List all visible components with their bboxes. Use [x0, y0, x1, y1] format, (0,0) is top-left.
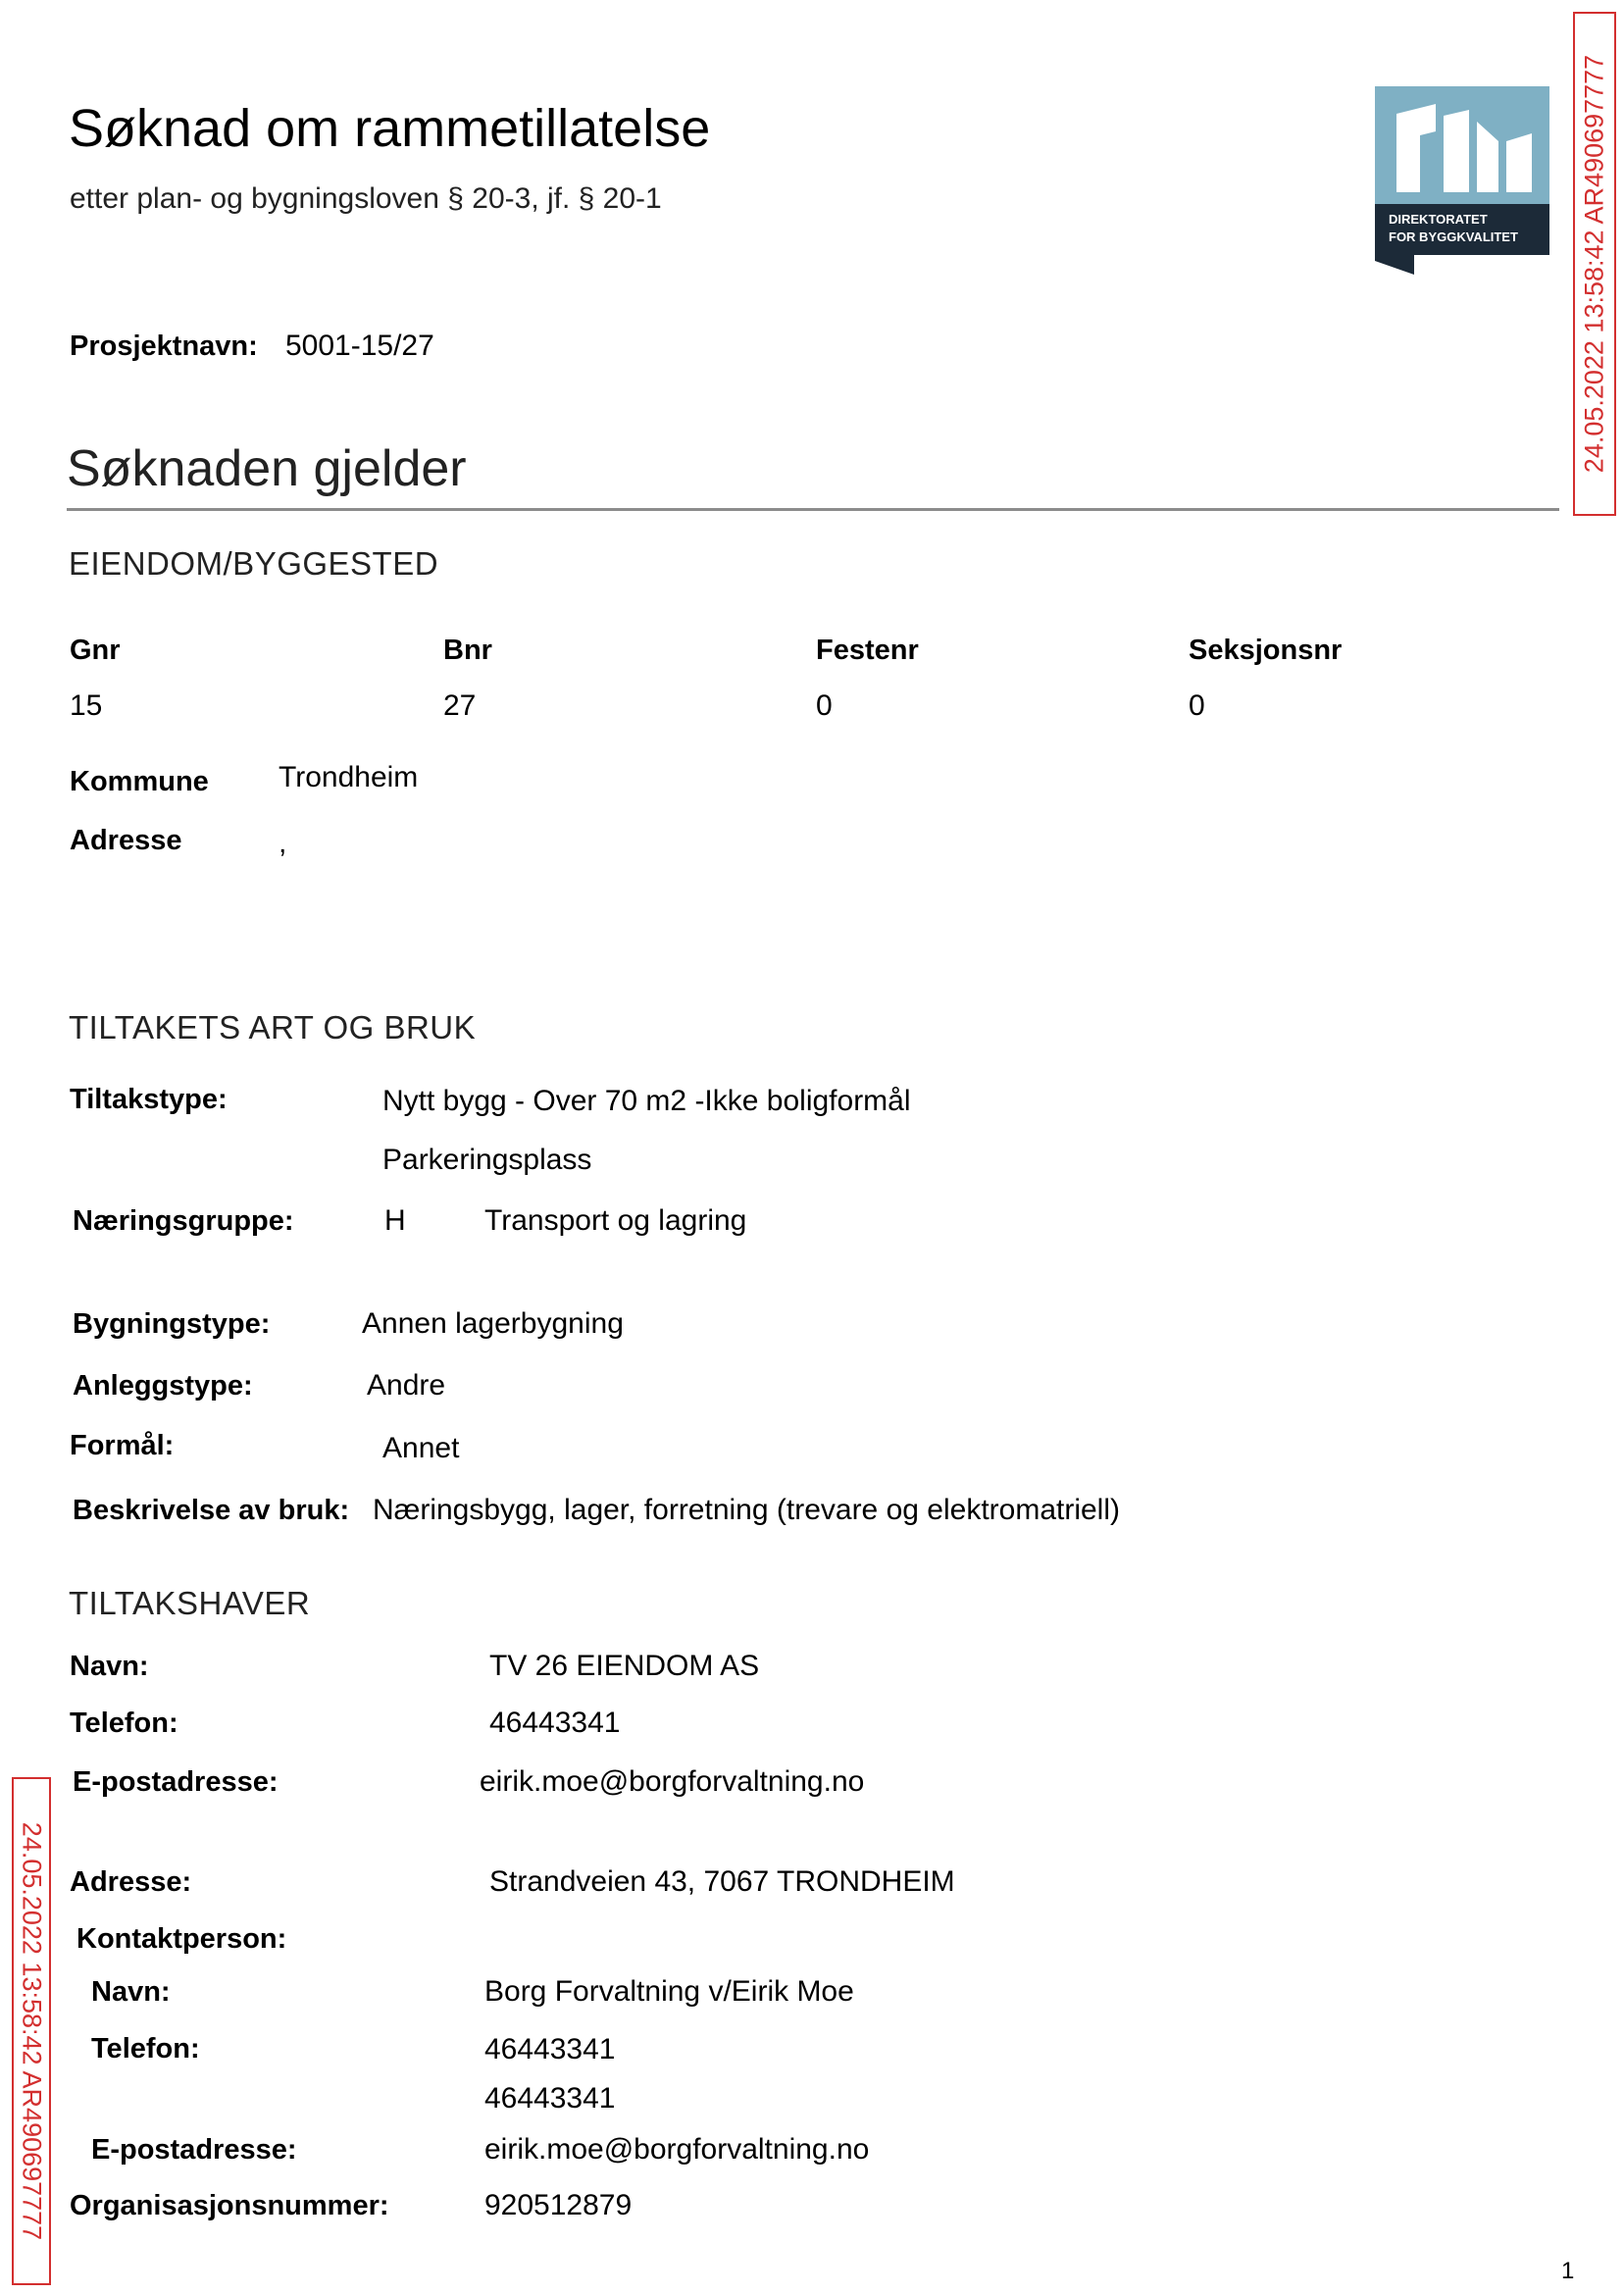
anleggstype-value: Andre	[367, 1369, 446, 1402]
document-subtitle: etter plan- og bygningsloven § 20-3, jf. § 20-1	[70, 182, 662, 215]
property-heading: EIENDOM/BYGGESTED	[69, 545, 439, 582]
tiltakshaver-heading: TILTAKSHAVER	[69, 1585, 311, 1621]
stamp-text: 24.05.2022 13:58:42 AR490697777	[1579, 54, 1609, 474]
gnr-label: Gnr	[70, 635, 121, 666]
kontakt-epost-label: E-postadresse:	[91, 2134, 297, 2166]
beskrivelse-value: Næringsbygg, lager, forretning (trevare og elektromatriell)	[373, 1494, 1120, 1526]
kontakt-navn-label: Navn:	[91, 1976, 171, 2008]
kontakt-telefon-value-1: 46443341	[484, 2033, 616, 2065]
adresse-value-owner: Strandveien 43, 7067 TRONDHEIM	[489, 1865, 955, 1898]
seksjonsnr-label: Seksjonsnr	[1189, 635, 1343, 666]
telefon-value: 46443341	[489, 1707, 621, 1739]
project-value: 5001-15/27	[285, 330, 434, 362]
adresse-label: Adresse	[70, 825, 182, 856]
formal-label: Formål:	[70, 1430, 175, 1461]
page-number: 1	[1561, 2258, 1575, 2284]
seksjonsnr-value: 0	[1189, 689, 1205, 722]
bygningstype-value: Annen lagerbygning	[362, 1307, 624, 1340]
navn-label: Navn:	[70, 1651, 149, 1682]
bnr-value: 27	[443, 689, 477, 722]
naeringsgruppe-code: H	[384, 1204, 406, 1237]
epost-label: E-postadresse:	[73, 1766, 279, 1798]
section-divider	[67, 508, 1559, 511]
dibk-logo	[1375, 86, 1549, 275]
orgnr-value: 920512879	[484, 2189, 633, 2221]
beskrivelse-label: Beskrivelse av bruk:	[73, 1495, 350, 1526]
stamp-text-bottom: 24.05.2022 13:58:42 AR490697777	[17, 1821, 47, 2241]
logo-text-line2: FOR BYGGKVALITET	[1389, 229, 1518, 244]
festenr-value: 0	[816, 689, 833, 722]
orgnr-label: Organisasjonsnummer:	[70, 2190, 389, 2221]
gnr-value: 15	[70, 689, 103, 722]
epost-value: eirik.moe@borgforvaltning.no	[480, 1765, 865, 1798]
formal-value: Annet	[382, 1432, 460, 1464]
tiltakstype-value-2: Parkeringsplass	[382, 1144, 592, 1176]
tiltakstype-value-1: Nytt bygg - Over 70 m2 -Ikke boligformål	[382, 1085, 911, 1117]
anleggstype-label: Anleggstype:	[73, 1370, 253, 1402]
kontakt-telefon-value-2: 46443341	[484, 2082, 616, 2115]
tiltakstype-label: Tiltakstype:	[70, 1084, 228, 1115]
bnr-label: Bnr	[443, 635, 492, 666]
kommune-value: Trondheim	[279, 761, 419, 793]
logo-text-line1: DIREKTORATET	[1389, 212, 1488, 227]
tiltak-heading: TILTAKETS ART OG BRUK	[69, 1009, 477, 1045]
festenr-label: Festenr	[816, 635, 919, 666]
kontakt-epost-value: eirik.moe@borgforvaltning.no	[484, 2133, 870, 2166]
timestamp-stamp-top	[1573, 12, 1616, 516]
bygningstype-label: Bygningstype:	[73, 1308, 271, 1340]
dibk-logo-icon	[1375, 86, 1549, 275]
kontaktperson-label: Kontaktperson:	[76, 1923, 287, 1955]
adresse-value: ,	[279, 827, 287, 859]
adresse-label-owner: Adresse:	[70, 1866, 192, 1898]
document-title: Søknad om rammetillatelse	[69, 99, 711, 158]
navn-value: TV 26 EIENDOM AS	[489, 1650, 760, 1682]
project-label: Prosjektnavn:	[70, 331, 258, 362]
kontakt-navn-value: Borg Forvaltning v/Eirik Moe	[484, 1975, 854, 2008]
timestamp-stamp-bottom	[12, 1777, 51, 2285]
kommune-label: Kommune	[70, 766, 209, 797]
naeringsgruppe-value: Transport og lagring	[484, 1204, 747, 1237]
kontakt-telefon-label: Telefon:	[91, 2033, 200, 2065]
section-title: Søknaden gjelder	[67, 440, 467, 497]
naeringsgruppe-label: Næringsgruppe:	[73, 1205, 294, 1237]
telefon-label: Telefon:	[70, 1708, 178, 1739]
